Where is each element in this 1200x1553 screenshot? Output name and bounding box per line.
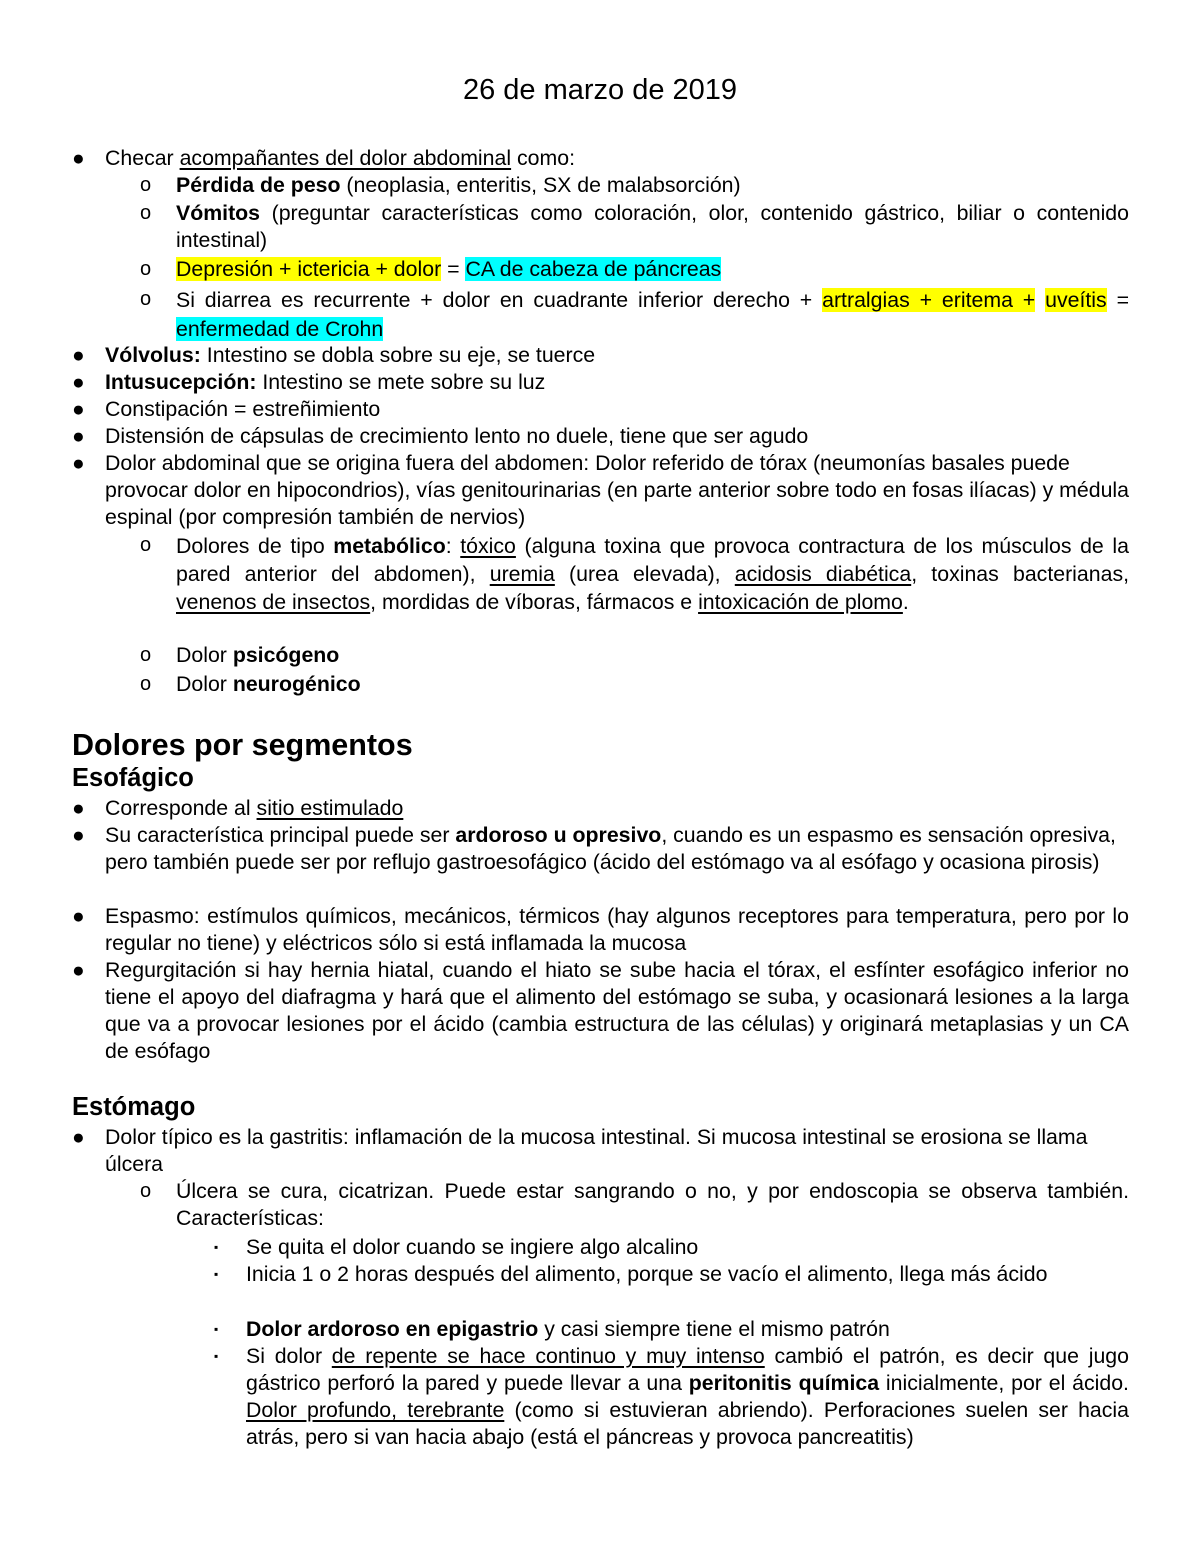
list-item-volvulus: Vólvolus: Intestino se dobla sobre su eje, se tuerce [105,343,596,367]
bullet-circle: o [140,202,152,224]
list-item-metabolico: Dolores de tipo metabólico: tóxico (alguna toxina que provoca contractura de los músculos de la pared anterior del abdomen), uremia (urea elevada), acidosis diabética, toxinas bacterianas, venenos de insectos, mordidas de víboras, fármacos e intoxicación de plomo. [176,534,1130,614]
heading-esofagico: Esofágico [72,764,194,792]
highlight-yellow: uveítis [1045,288,1107,312]
list-item-depresion: Depresión + ictericia + dolor = CA de cabeza de páncreas [176,257,722,281]
heading-estomago: Estómago [72,1093,196,1121]
list-item-diarrea: Si diarrea es recurrente + dolor en cuadrante inferior derecho + artralgias + eritema + uveítis = enfermedad de Crohn [176,288,1130,341]
bullet-disc: ● [72,905,85,928]
bullet-circle: o [140,534,152,556]
list-item-corresponde: Corresponde al sitio estimulado [105,796,404,820]
highlight-yellow: Depresión + ictericia + dolor [176,257,442,281]
bullet-circle: o [140,258,152,280]
bullet-disc: ● [72,797,85,820]
list-item-epigastrio: Dolor ardoroso en epigastrio y casi siempre tiene el mismo patrón [246,1317,890,1341]
bullet-disc: ● [72,824,85,847]
bullet-disc: ● [72,371,85,394]
bullet-disc: ● [72,452,85,475]
list-item-psicogeno: Dolor psicógeno [176,643,340,667]
bullet-square: ▪ [214,1322,219,1336]
highlight-cyan: CA de cabeza de páncreas [465,257,722,281]
list-item-constipacion: Constipación = estreñimiento [105,397,381,421]
list-item-dolor-fuera-abdomen: Dolor abdominal que se origina fuera del abdomen: Dolor referido de tórax (neumonías basales puede provocar dolor en hipocondrios), vías genitourinarias (en parte anterior sobre todo en fosas ilíacas) y médula espinal (por compresión también de nervios) [105,451,1129,529]
bullet-circle: o [140,288,152,310]
list-item-perforacion: Si dolor de repente se hace continuo y muy intenso cambió el patrón, es decir que jugo gástrico perforó la pared y puede llevar a una peritonitis química inicialmente, por el ácido. Dolor profundo, terebrante (como si estuvieran abriendo). Perforaciones suelen ser hacia atrás, pero si van hacia abajo (está el páncreas y provoca pancreatitis) [246,1344,1129,1449]
list-item-perdida-peso: Pérdida de peso (neoplasia, enteritis, SX de malabsorción) [176,173,741,197]
bullet-disc: ● [72,344,85,367]
list-item-neurogenico: Dolor neurogénico [176,672,361,696]
bullet-disc: ● [72,147,85,170]
list-item-regurgitacion: Regurgitación si hay hernia hiatal, cuando el hiato se sube hacia el tórax, el esfínter esofágico inferior no tiene el apoyo del diafragma y hará que el alimento del estómago se suba, y ocasionará lesiones a la larga que va a provocar lesiones por el ácido (cambia estructura de las células) y originará metaplasias y un CA de esófago [105,958,1129,1063]
list-item-intusucepcion: Intusucepción: Intestino se mete sobre su luz [105,370,546,394]
list-item-distension: Distensión de cápsulas de crecimiento lento no duele, tiene que ser agudo [105,424,809,448]
bullet-circle: o [140,1180,152,1202]
bullet-disc: ● [72,959,85,982]
list-item-espasmo: Espasmo: estímulos químicos, mecánicos, térmicos (hay algunos receptores para temperatura, pero por lo regular no tiene) y eléctricos sólo si está inflamada la mucosa [105,904,1129,955]
bullet-disc: ● [72,1126,85,1149]
section-title: Dolores por segmentos [72,728,413,762]
bullet-square: ▪ [214,1240,219,1254]
bullet-circle: o [140,174,152,196]
list-item-ulcera: Úlcera se cura, cicatrizan. Puede estar sangrando o no, y por endoscopia se observa también. Características: [176,1179,1129,1230]
bullet-circle: o [140,644,152,666]
bullet-circle: o [140,673,152,695]
highlight-yellow: artralgias + eritema + [822,288,1036,312]
bullet-disc: ● [72,398,85,421]
list-item-checar: Checar acompañantes del dolor abdominal como: [105,146,576,170]
list-item-caracteristica: Su característica principal puede ser ardoroso u opresivo, cuando es un espasmo es sensación opresiva, pero también puede ser por reflujo gastroesofágico (ácido del estómago va al esófago y ocasiona pirosis) [105,823,1116,874]
list-item-vomitos: Vómitos (preguntar características como coloración, olor, contenido gástrico, biliar o contenido intestinal) [176,201,1129,252]
bullet-square: ▪ [214,1267,219,1281]
page-title: 26 de marzo de 2019 [462,74,738,106]
bullet-disc: ● [72,425,85,448]
list-item-alcalino: Se quita el dolor cuando se ingiere algo alcalino [246,1235,699,1259]
highlight-cyan: enfermedad de Crohn [176,317,384,341]
list-item-gastritis: Dolor típico es la gastritis: inflamación de la mucosa intestinal. Si mucosa intestinal se erosiona se llama úlcera [105,1125,1088,1176]
list-item-inicia: Inicia 1 o 2 horas después del alimento, porque se vacío el alimento, llega más ácido [246,1262,1048,1286]
bullet-square: ▪ [214,1349,219,1363]
